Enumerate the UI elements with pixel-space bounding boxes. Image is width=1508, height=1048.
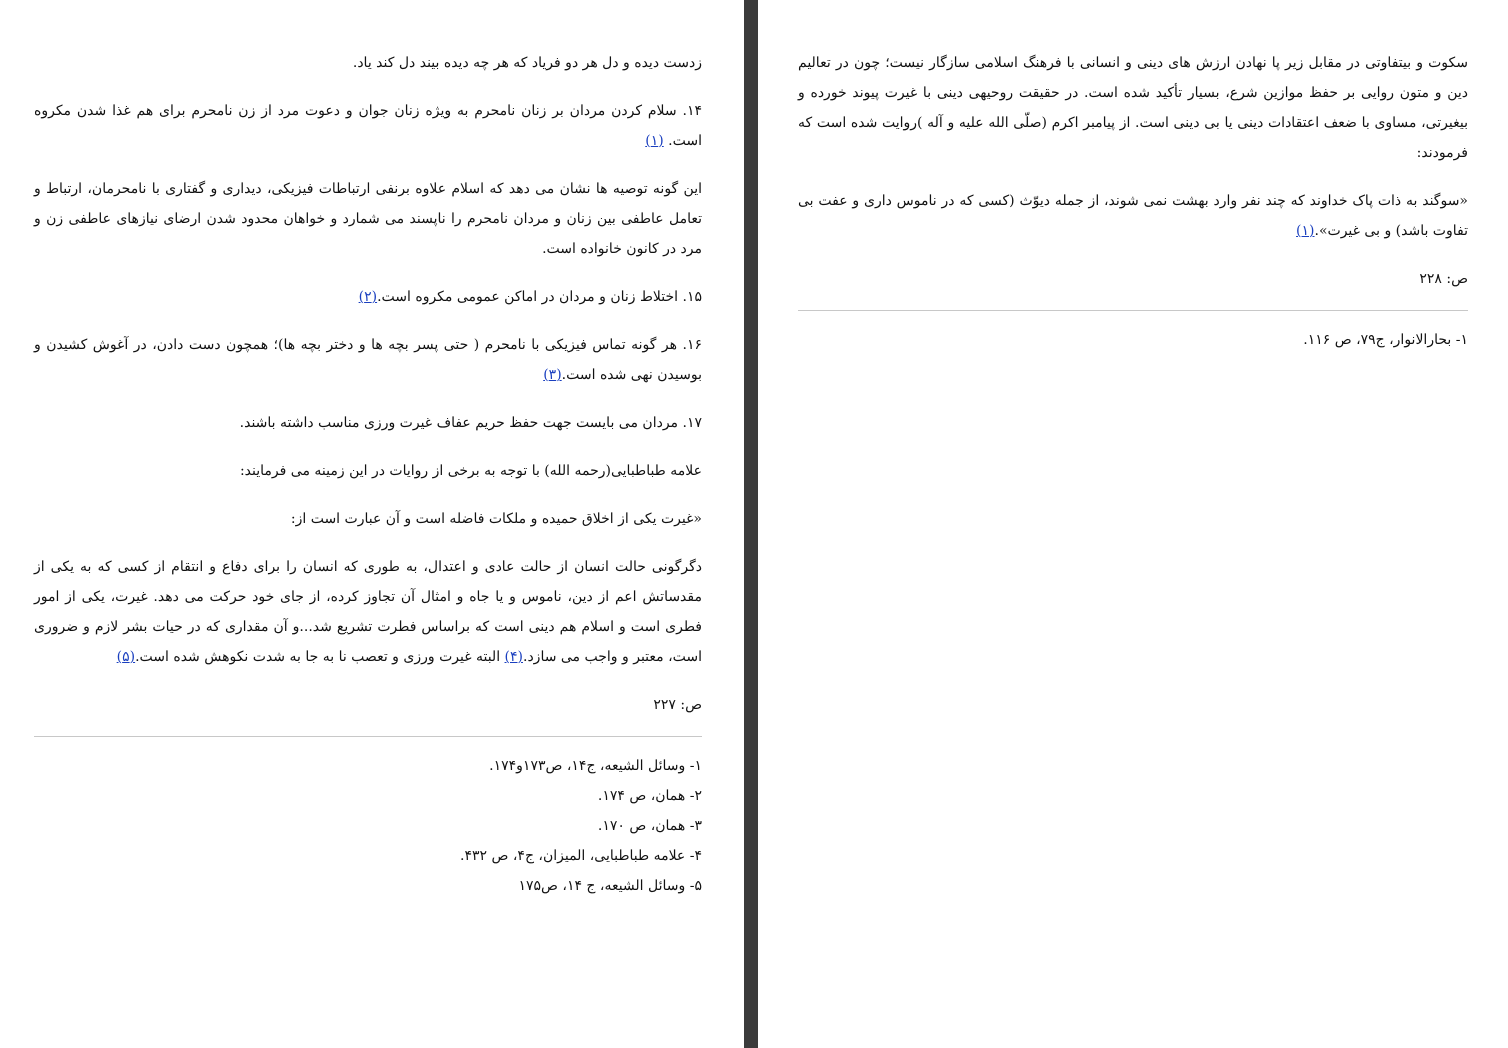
paragraph-text: ۱۷. مردان می بایست جهت حفظ حریم عفاف غیرت ورزی مناسب داشته باشند. <box>239 415 702 431</box>
footnote-item: ۳- همان، ص ۱۷۰. <box>597 818 702 834</box>
page-number: ص: ۲۲۸ <box>1419 271 1468 287</box>
footnote-item: ۱- بحارالانوار، ج۷۹، ص ۱۱۶. <box>1303 332 1468 348</box>
paragraph-text: «سوگند به ذات پاک خداوند که چند نفر وارد بهشت نمی شوند، از جمله دیوّث (کسی که در ناموس داری و عفت بی تفاوت باشد) و بی غیرت». <box>798 193 1468 239</box>
paragraph-text: سکوت و بیتفاوتی در مقابل زیر پا نهادن ارزش های دینی و انسانی با فرهنگ اسلامی سازگار نیست؛ چون در تعالیم دین و متون روایی بر حفظ موازین شرع، بسیار تأکید شده است. در حقیقت روحیهی دینی با غیرت پیوند خورده و بیغیرتی، مساوی با ضعف اعتقادات دینی یا بی دینی است. از پیامبر اکرم (صلّی الله علیه و آله )روایت شده است که فرمودند: <box>798 55 1468 161</box>
page-number: ص: ۲۲۷ <box>653 697 702 713</box>
page-228-content <box>798 48 1468 355</box>
paragraph-text: این گونه توصیه ها نشان می دهد که اسلام علاوه برنفی ارتباطات فیزیکی، دیداری و گفتاری با نامحرمان، ارتباط و تعامل عاطفی بین زنان و مردان نامحرم را ناپسند می شمارد و خواهان محدود شدن ارضای نیازهای عاطفی زن و مرد در کانون خانواده است. <box>34 181 702 257</box>
footnote-item: ۱- وسائل الشیعه، ج۱۴، ص۱۷۳و۱۷۴. <box>489 758 702 774</box>
footnote-link-1[interactable]: (۱) <box>1296 223 1315 239</box>
paragraph-8 <box>34 504 702 534</box>
footnotes <box>798 325 1468 355</box>
paragraph-item-16 <box>34 330 702 390</box>
footnotes <box>34 751 702 901</box>
paragraph-text: «غیرت یکی از اخلاق حمیده و ملکات فاضله است و آن عبارت است از: <box>290 511 702 527</box>
page-227 <box>0 0 744 1048</box>
page-gutter <box>744 0 758 1048</box>
paragraph-3 <box>34 174 702 264</box>
paragraph-text: ۱۵. اختلاط زنان و مردان در اماکن عمومی مکروه است. <box>377 289 702 305</box>
footnote-item: ۴- علامه طباطبایی، المیزان، ج۴، ص ۴۳۲. <box>460 848 702 864</box>
footnote-link-2[interactable]: (۲) <box>358 289 378 305</box>
paragraph-text: ۱۶. هر گونه تماس فیزیکی با نامحرم ( حتی پسر بچه ها و دختر بچه ها)؛ همچون دست دادن، در آغوش کشیدن و بوسیدن نهی شده است. <box>34 337 702 383</box>
paragraph-text: زدست دیده و دل هر دو فریاد که هر چه دیده بیند دل کند یاد. <box>352 55 702 71</box>
paragraph-text: البته غیرت ورزی و تعصب نا به جا به شدت نکوهش شده است. <box>135 649 505 665</box>
footnote-link-5[interactable]: (۵) <box>116 649 136 665</box>
page-227-content <box>34 48 702 901</box>
paragraph-text: دگرگونی حالت انسان از حالت عادی و اعتدال، به طوری که انسان را برای دفاع و انتقام از کسی که به یکی از مقدساتش اعم از دین، ناموس و یا جاه و امثال آن تجاوز کرده، از جای خود حرکت می دهد. غیرت، یکی از امور فطری است و اسلام هم دینی است که براساس فطرت تشریع شد...و آن مقداری که در حیات بشر لازم و ضروری است، معتبر و واجب می سازد. <box>34 559 703 665</box>
paragraph-2 <box>798 186 1468 246</box>
paragraph-9 <box>34 552 702 672</box>
footnote-divider <box>798 310 1468 311</box>
paragraph-text: علامه طباطبایی(رحمه الله) با توجه به برخی از روایات در این زمینه می فرمایند: <box>239 463 702 479</box>
paragraph-1 <box>798 48 1468 168</box>
footnote-divider <box>34 736 702 737</box>
paragraph-1 <box>34 48 702 78</box>
paragraph-7 <box>34 456 702 486</box>
paragraph-text: ۱۴. سلام کردن مردان بر زنان نامحرم به ویژه زنان جوان و دعوت مرد از زن نامحرم برای هم غذا شدن مکروه است. <box>34 103 702 149</box>
paragraph-item-15 <box>34 282 702 312</box>
footnote-item: ۲- همان، ص ۱۷۴. <box>597 788 702 804</box>
footnote-link-4[interactable]: (۴) <box>504 649 523 665</box>
footnote-link-3[interactable]: (۳) <box>543 367 562 383</box>
paragraph-item-17 <box>34 408 702 438</box>
paragraph-item-14 <box>34 96 702 156</box>
footnote-item: ۵- وسائل الشیعه، ج ۱۴، ص۱۷۵ <box>518 878 702 894</box>
footnote-link-1[interactable]: (۱) <box>645 133 664 149</box>
page-228 <box>758 0 1508 1048</box>
